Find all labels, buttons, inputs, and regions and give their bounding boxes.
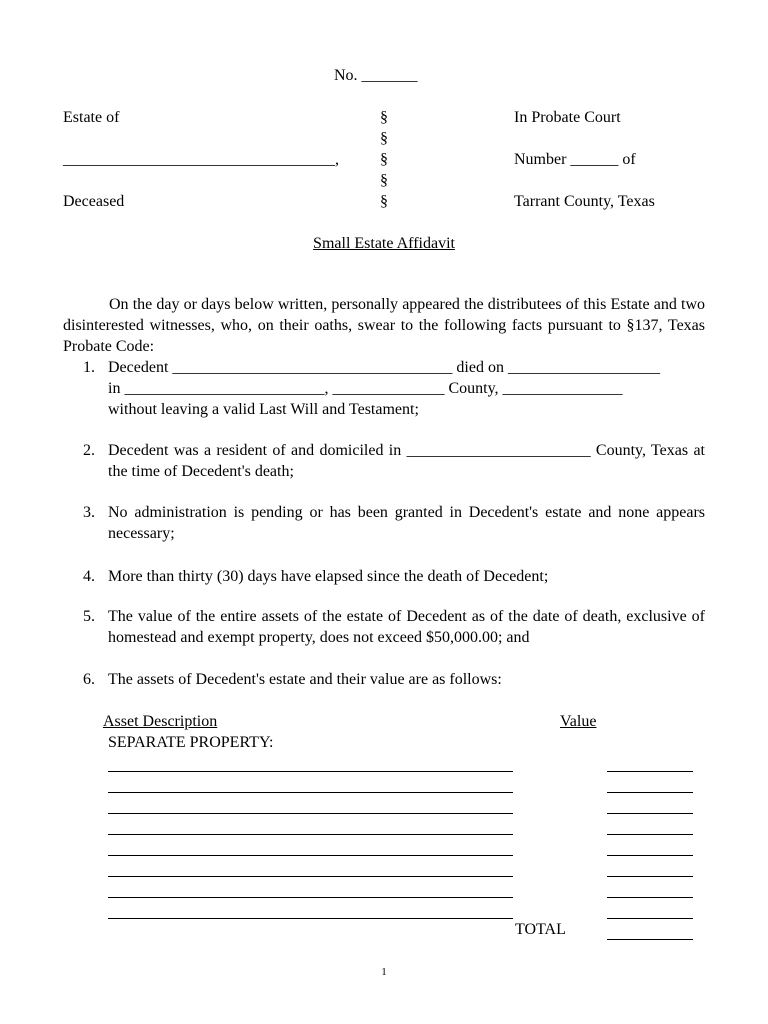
list-item-text: The value of the entire assets of the estate of Decedent as of the date of death, exclusive of homestead and exempt property, does not exceed $50,000.00; and — [108, 608, 705, 646]
asset-value-line — [607, 876, 693, 877]
list-item-text: Decedent was a resident of and domiciled in _______________________ County, Texas at the time of Decedent's death; — [108, 442, 705, 480]
section-symbol: § — [380, 193, 388, 210]
list-item-3 — [83, 502, 705, 544]
list-item-number: 4. — [83, 568, 95, 585]
asset-description-line — [108, 897, 513, 898]
case-number-label: No. _______ — [334, 67, 418, 84]
list-item-text: The assets of Decedent's estate and their value are as follows: — [108, 671, 502, 688]
document-title: Small Estate Affidavit — [313, 235, 455, 252]
list-item-6 — [83, 669, 705, 690]
asset-value-line — [607, 813, 693, 814]
decedent-name-blank: __________________________________, — [63, 151, 339, 168]
value-header: Value — [560, 713, 597, 730]
asset-description-line — [108, 876, 513, 877]
list-item-4 — [83, 566, 705, 587]
asset-description-line — [108, 834, 513, 835]
list-item-number: 6. — [83, 671, 95, 688]
list-item-number: 3. — [83, 504, 95, 521]
list-item-text: More than thirty (30) days have elapsed since the death of Decedent; — [108, 568, 549, 585]
section-symbol: § — [380, 109, 388, 126]
asset-description-line — [108, 792, 513, 793]
asset-description-header: Asset Description — [103, 713, 218, 730]
item-1-line-3: without leaving a valid Last Will and Testament; — [108, 401, 419, 418]
section-symbol: § — [380, 172, 388, 189]
asset-description-line — [108, 813, 513, 814]
list-item-5 — [83, 606, 705, 648]
asset-value-line — [607, 792, 693, 793]
section-symbol: § — [380, 130, 388, 147]
asset-value-line — [607, 897, 693, 898]
list-item-number: 1. — [83, 359, 95, 376]
list-item-text: No administration is pending or has been granted in Decedent's estate and none appears necessary; — [108, 504, 705, 542]
list-item-number: 2. — [83, 442, 95, 459]
list-item-2 — [83, 440, 705, 482]
county-label: Tarrant County, Texas — [514, 193, 655, 210]
asset-value-line — [607, 834, 693, 835]
item-1-line-1: Decedent ___________________________________ died on ___________________ — [108, 359, 660, 376]
total-value-line — [607, 939, 693, 940]
list-item-number: 5. — [83, 608, 95, 625]
court-number-label: Number ______ of — [514, 151, 636, 168]
separate-property-label: SEPARATE PROPERTY: — [108, 734, 274, 751]
asset-description-line — [108, 855, 513, 856]
estate-of-label: Estate of — [63, 109, 120, 126]
intro-paragraph: On the day or days below written, personally appeared the distributees of this Estate and two disinterested witnesses, who, on their oaths, swear to the following facts pursuant to §137, Texas Probate Code: — [63, 296, 705, 355]
asset-value-line — [607, 855, 693, 856]
total-label: TOTAL — [515, 921, 566, 938]
asset-value-line — [607, 771, 693, 772]
asset-value-line — [607, 918, 693, 919]
asset-description-line — [108, 918, 513, 919]
asset-description-line — [108, 771, 513, 772]
probate-court-label: In Probate Court — [514, 109, 621, 126]
deceased-label: Deceased — [63, 193, 125, 210]
item-1-line-2: in _________________________, ______________ County, _______________ — [108, 380, 623, 397]
page-number: 1 — [381, 966, 387, 978]
section-symbol: § — [380, 151, 388, 168]
list-item-1 — [83, 357, 705, 420]
